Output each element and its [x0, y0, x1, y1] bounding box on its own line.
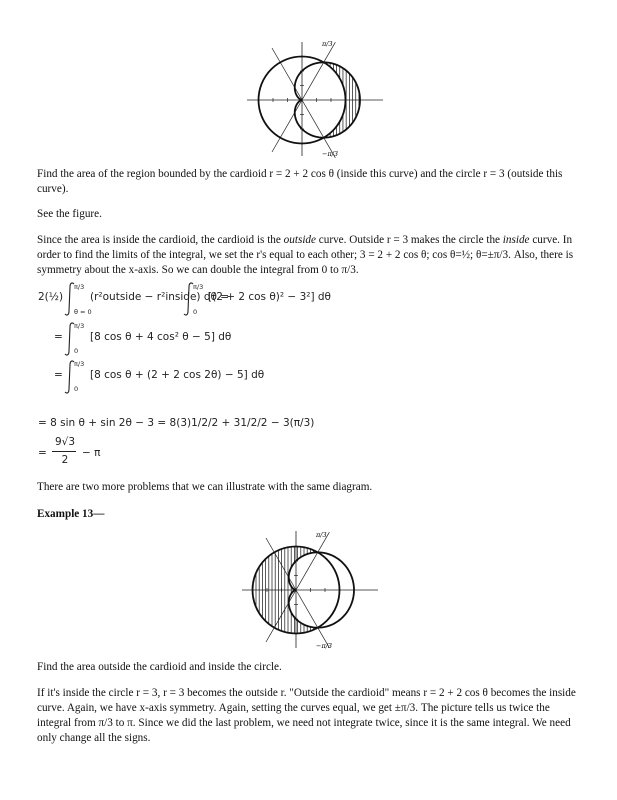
- see-figure: See the figure.: [37, 208, 102, 220]
- example-heading: Example 13—: [37, 508, 105, 520]
- math-line5-eq: =: [38, 447, 47, 459]
- figure2-label-top: π/3: [316, 531, 327, 539]
- math-line1-lower2: 0: [193, 308, 198, 316]
- math-line4: = 8 sin θ + sin 2θ − 3 = 8(3)1/2/2 + 31/2/2 − 3(π/3): [38, 417, 315, 429]
- figure1-label-top: π/3: [322, 40, 333, 48]
- math-line3-upper: π/3: [74, 360, 85, 368]
- math-line2-upper: π/3: [74, 322, 85, 330]
- problem1-explanation: Since the area is inside the cardioid, the cardioid is the outside curve. Outside r = 3 makes the circle the inside curve. In order to find the limits of the integral, we set the r's equal to each other; 3 = 2 + 2 cos θ; cos θ=½; θ=±π/3. Also, there is symmetry about the x-axis. So we can double the integral from 0 to π/3.: [37, 234, 574, 276]
- math-line2-integrand: [8 cos θ + 4 cos² θ − 5] dθ: [90, 331, 232, 343]
- math-line1: 2(½): [38, 291, 64, 303]
- figure-cardioid-circle-1: [245, 38, 385, 160]
- math-line3-lower: 0: [74, 385, 79, 393]
- figure2-label-bottom: −π/3: [316, 642, 333, 650]
- fraction-bar: [52, 451, 76, 452]
- transition-text: There are two more problems that we can illustrate with the same diagram.: [37, 481, 373, 493]
- math-line1-lower: θ = 0: [74, 308, 92, 316]
- problem2-statement: Find the area outside the cardioid and inside the circle.: [37, 661, 282, 673]
- math-line1-upper2: π/3: [193, 283, 204, 291]
- math-line2-eq: =: [54, 331, 63, 343]
- math-line3-eq: =: [54, 369, 63, 381]
- figure-cardioid-circle-2: [240, 527, 380, 652]
- math-line1-upper: π/3: [74, 283, 85, 291]
- math-line2-lower: 0: [74, 347, 79, 355]
- math-line1-rhs: [(2 + 2 cos θ)² − 3²] dθ: [208, 291, 331, 303]
- problem1-statement: Find the area of the region bounded by the cardioid r = 2 + 2 cos θ (inside this curve) and the circle r = 3 (outside this curve).: [37, 168, 563, 195]
- math-line5-tail: − π: [82, 447, 101, 459]
- math-line5-denominator: 2: [61, 454, 69, 466]
- problem2-explanation: If it's inside the circle r = 3, r = 3 becomes the outside r. "Outside the cardioid" means r = 2 + 2 cos θ becomes the inside curve. Again, we have x-axis symmetry. Again, setting the curves equal, we get ±π/3. The picture tells us twice the integral from π/3 to π. Since we did the last problem, we need not integrate twice, since it is the same integral. We need only change all the signs.: [37, 687, 576, 744]
- math-line3-integrand: [8 cos θ + (2 + 2 cos 2θ) − 5] dθ: [90, 369, 265, 381]
- figure1-label-bottom: −π/3: [322, 150, 339, 158]
- math-line5-numerator: 9√3: [54, 436, 76, 448]
- math-line1-integrand: (r²outside − r²inside) dθ =: [90, 291, 230, 303]
